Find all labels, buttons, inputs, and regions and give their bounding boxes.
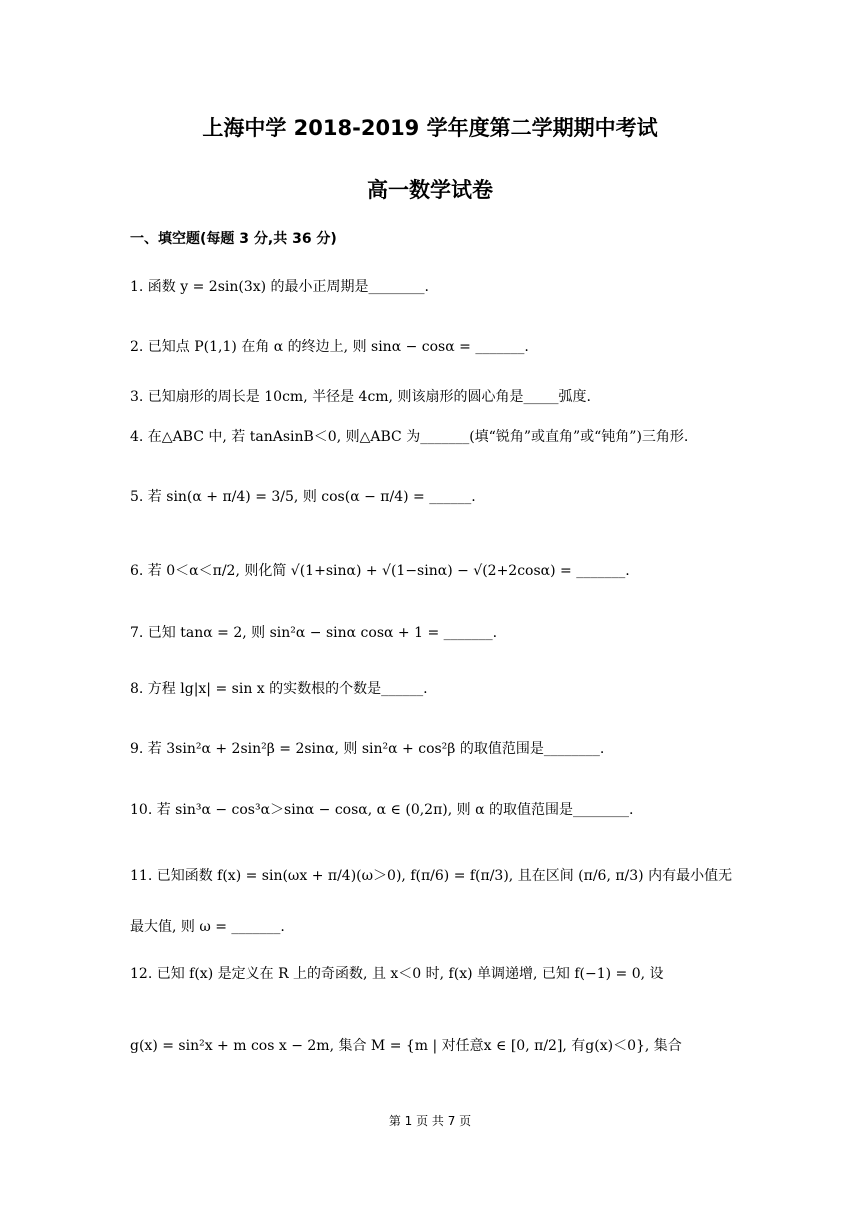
question-2: 2. 已知点 P(1,1) 在角 α 的终边上, 则 sinα − cosα = _______.: [130, 339, 529, 355]
question-1: 1. 函数 y = 2sin(3x) 的最小正周期是________.: [130, 279, 430, 295]
question-11: 11. 已知函数 f(x) = sin(ωx + π/4)(ω＞0), f(π/6) = f(π/3), 且在区间 (π/6, π/3) 内有最小值无: [130, 868, 733, 884]
question-12: 12. 已知 f(x) 是定义在 R 上的奇函数, 且 x＜0 时, f(x) 单调递增, 已知 f(−1) = 0, 设: [130, 966, 664, 982]
question-8: 8. 方程 lg|x| = sin x 的实数根的个数是______.: [130, 681, 428, 697]
question-12-cont: g(x) = sin²x + m cos x − 2m, 集合 M = {m | 对任意x ∈ [0, π/2], 有g(x)＜0}, 集合: [130, 1038, 682, 1054]
question-6: 6. 若 0＜α＜π/2, 则化简 √(1+sinα) + √(1−sinα) − √(2+2cosα) = _______.: [130, 563, 630, 579]
question-11-cont: 最大值, 则 ω = _______.: [130, 919, 285, 935]
question-7: 7. 已知 tanα = 2, 则 sin²α − sinα cosα + 1 = _______.: [130, 625, 498, 641]
question-4: 4. 在△ABC 中, 若 tanAsinB＜0, 则△ABC 为_______(填“锐角”或直角”或“钝角”)三角形.: [130, 429, 689, 445]
exam-subtitle: 高一数学试卷: [367, 178, 493, 202]
question-10: 10. 若 sin³α − cos³α＞sinα − cosα, α ∈ (0,2π), 则 α 的取值范围是________.: [130, 802, 634, 818]
exam-title: 上海中学 2018-2019 学年度第二学期期中考试: [202, 116, 658, 140]
page-footer: 第 1 页 共 7 页: [388, 1114, 472, 1128]
question-3: 3. 已知扇形的周长是 10cm, 半径是 4cm, 则该扇形的圆心角是_____弧度.: [130, 389, 591, 405]
section-heading: 一、填空题(每题 3 分,共 36 分): [130, 231, 337, 247]
question-9: 9. 若 3sin²α + 2sin²β = 2sinα, 则 sin²α + cos²β 的取值范围是________.: [130, 741, 605, 757]
question-5: 5. 若 sin(α + π/4) = 3/5, 则 cos(α − π/4) = ______.: [130, 489, 476, 505]
